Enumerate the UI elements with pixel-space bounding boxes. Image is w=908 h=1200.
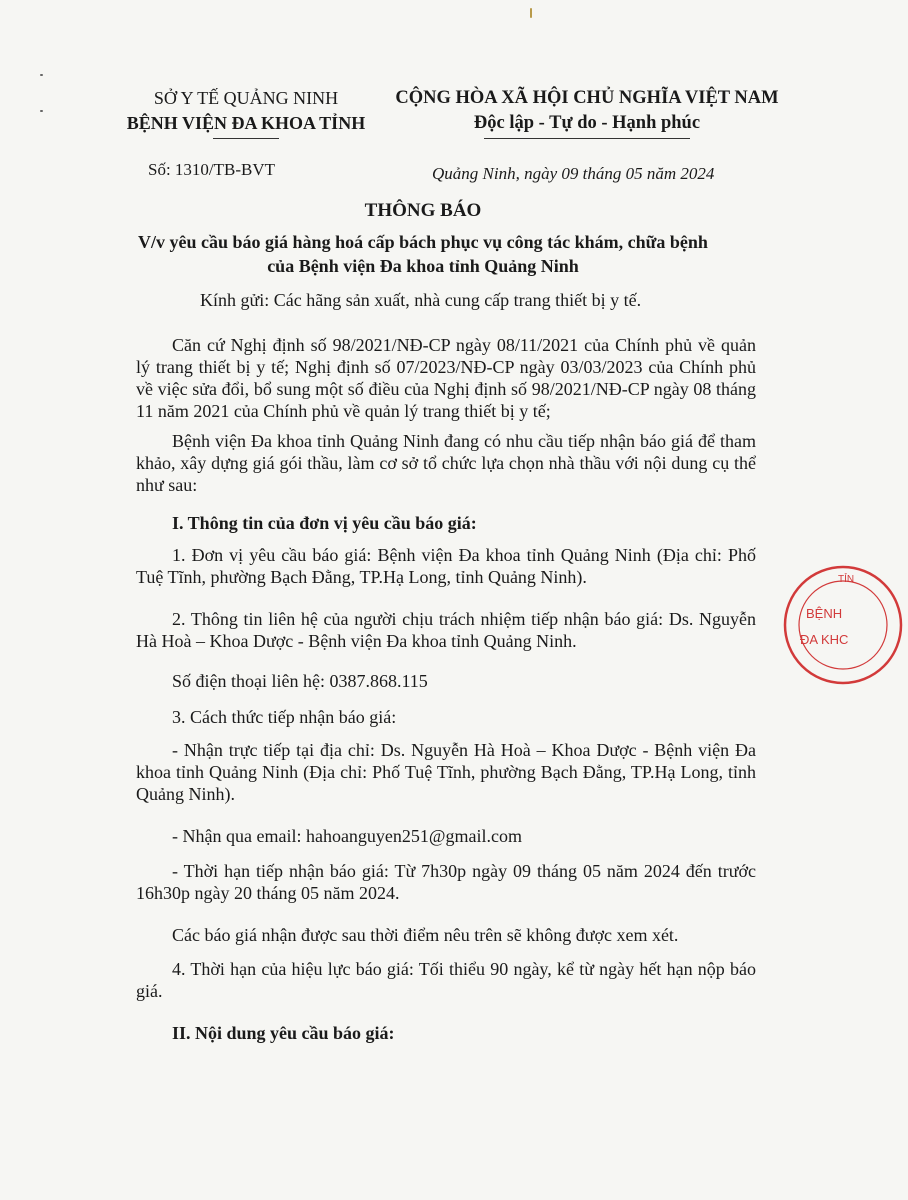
section-2-heading: II. Nội dung yêu cầu báo giá:: [172, 1023, 395, 1043]
header-right: [372, 86, 802, 139]
paragraph-item-1: 1. Đơn vị yêu cầu báo giá: Bệnh viện Đa khoa tỉnh Quảng Ninh (Địa chỉ: Phố Tuệ Tĩnh, phường Bạch Đằng, TP.Hạ Long, tỉnh Quảng Ninh).: [136, 545, 756, 587]
national-title: CỘNG HÒA XÃ HỘI CHỦ NGHĨA VIỆT NAM: [395, 88, 779, 108]
paragraph-item-3-direct: - Nhận trực tiếp tại địa chỉ: Ds. Nguyễn Hà Hoà – Khoa Dược - Bệnh viện Đa khoa tỉnh Quảng Ninh (Địa chỉ: Phố Tuệ Tĩnh, phường Bạch Đằng, TP.Hạ Long, tỉnh Quảng Ninh).: [136, 740, 756, 804]
header-left-underline: [213, 138, 279, 139]
paragraph-phone: Số điện thoại liên hệ: 0387.868.115: [172, 671, 428, 691]
stamp-text-1: BỆNH: [806, 606, 843, 621]
document-title: THÔNG BÁO: [364, 200, 482, 221]
stamp-text-2: ĐA KHC: [800, 632, 849, 647]
paragraph-item-2: 2. Thông tin liên hệ của người chịu trách nhiệm tiếp nhận báo giá: Ds. Nguyễn Hà Hoà – Khoa Dược - Bệnh viện Đa khoa tỉnh Quảng Ninh.: [136, 609, 756, 651]
paragraph-item-3-deadline: - Thời hạn tiếp nhận báo giá: Từ 7h30p ngày 09 tháng 05 năm 2024 đến trước 16h30p ngày 20 tháng 05 năm 2024.: [136, 861, 756, 903]
document-number: Số: 1310/TB-BVT: [148, 160, 276, 179]
department-name: SỞ Y TẾ QUẢNG NINH: [153, 88, 339, 108]
place-date: Quảng Ninh, ngày 09 tháng 05 năm 2024: [432, 164, 715, 183]
header-right-underline: [484, 138, 690, 139]
scan-speck: [40, 110, 43, 112]
subject-line-1: V/v yêu cầu báo giá hàng hoá cấp bách phục vụ công tác khám, chữa bệnh: [138, 232, 708, 252]
paragraph-item-3: 3. Cách thức tiếp nhận báo giá:: [172, 707, 397, 727]
paragraph-item-3-email: - Nhận qua email: hahoanguyen251@gmail.com: [172, 826, 522, 846]
document-subject: [0, 230, 846, 278]
paragraph-item-4: 4. Thời hạn của hiệu lực báo giá: Tối thiểu 90 ngày, kể từ ngày hết hạn nộp báo giá.: [136, 959, 756, 1001]
stamp-inner-ring: [799, 581, 887, 669]
scan-speck: [530, 8, 532, 18]
subject-line-2: của Bệnh viện Đa khoa tỉnh Quảng Ninh: [267, 256, 579, 276]
hospital-name: BỆNH VIỆN ĐA KHOA TỈNH: [126, 113, 366, 133]
recipient-line: Kính gửi: Các hãng sản xuất, nhà cung cấp trang thiết bị y tế.: [200, 290, 642, 310]
national-motto: Độc lập - Tự do - Hạnh phúc: [473, 113, 701, 133]
paragraph-legal-basis: Căn cứ Nghị định số 98/2021/NĐ-CP ngày 08/11/2021 của Chính phủ về quản lý trang thiết bị y tế; Nghị định số 07/2023/NĐ-CP ngày 03/03/2023 của Chính phủ về việc sửa đổi, bổ sung một số điều của Nghị định số 98/2021/NĐ-CP ngày 08 tháng 11 năm 2021 của Chính phủ về quản lý trang thiết bị y tế;: [136, 335, 756, 421]
paragraph-intro: Bệnh viện Đa khoa tỉnh Quảng Ninh đang có nhu cầu tiếp nhận báo giá để tham khảo, xây dựng giá gói thầu, làm cơ sở tổ chức lựa chọn nhà thầu với nội dung cụ thể như sau:: [136, 431, 756, 495]
section-1-heading: I. Thông tin của đơn vị yêu cầu báo giá:: [172, 513, 477, 533]
scan-speck: [40, 74, 43, 76]
hospital-seal-stamp: [778, 560, 908, 690]
stamp-arc-text: TỈN: [838, 574, 855, 585]
header-left: [96, 86, 396, 139]
paragraph-late-note: Các báo giá nhận được sau thời điểm nêu trên sẽ không được xem xét.: [172, 925, 679, 945]
